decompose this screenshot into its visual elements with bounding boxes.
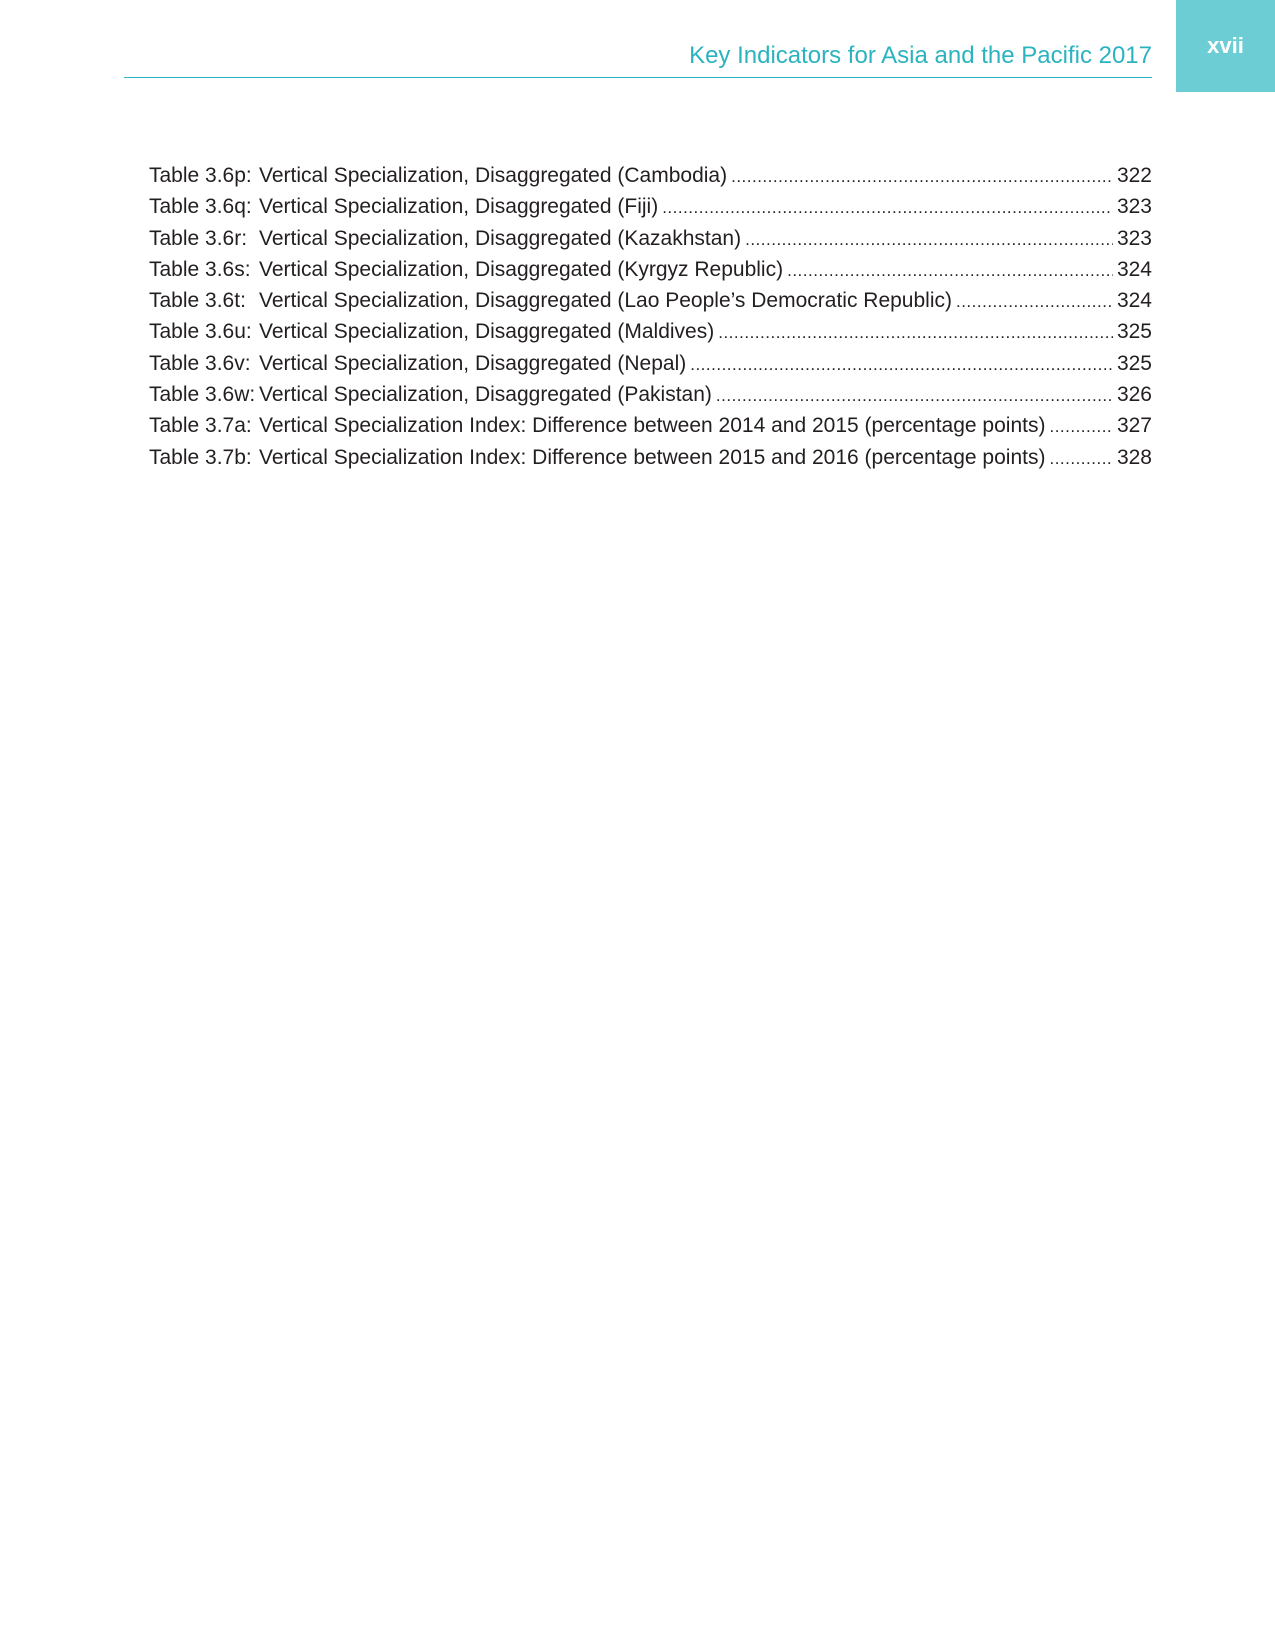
dot-leader [956,289,1113,313]
toc-entry-page: 326 [1116,383,1152,407]
toc-entry-page: 328 [1116,445,1152,469]
toc-entry-label: Table 3.6q: [149,195,252,219]
toc-entry[interactable] [149,352,1152,383]
toc-entry-page: 325 [1116,351,1152,375]
dot-leader [690,352,1113,376]
dot-leader [718,320,1113,344]
toc-entry[interactable] [149,227,1152,258]
toc-entry-label: Table 3.6s: [149,257,251,281]
toc-entry-label: Table 3.6w: [149,383,256,407]
dot-leader [1049,414,1113,438]
toc-entry-page: 322 [1116,164,1152,187]
toc-entry-page: 324 [1116,289,1152,313]
toc-entry-label: Table 3.6p: [149,164,252,187]
toc-entry-title: Vertical Specialization Index: Difference between 2015 and 2016 (percentage points) [259,445,1046,469]
toc-entry[interactable] [149,164,1152,195]
toc-entry-title: Vertical Specialization, Disaggregated (Maldives) [259,320,715,344]
toc-entry-label: Table 3.6t: [149,289,246,313]
toc-entry-page: 323 [1116,195,1152,219]
toc-entry[interactable] [149,383,1152,414]
toc-entry[interactable] [149,446,1152,477]
toc-entry-label: Table 3.7b: [149,445,252,469]
dot-leader [662,195,1113,219]
page-number: xvii [1207,33,1244,58]
toc-entry-title: Vertical Specialization, Disaggregated (Kazakhstan) [259,226,742,250]
dot-leader [745,227,1113,251]
toc-entry-label: Table 3.6r: [149,226,248,250]
toc-entry-label: Table 3.6v: [149,351,251,375]
toc-entry-title: Vertical Specialization Index: Difference between 2014 and 2015 (percentage points) [259,414,1046,438]
toc-entry[interactable] [149,289,1152,320]
toc-entry-title: Vertical Specialization, Disaggregated (Cambodia) [259,164,728,187]
dot-leader [1049,446,1113,470]
running-header-title: Key Indicators for Asia and the Pacific 2017 [689,42,1152,69]
toc-entry-title: Vertical Specialization, Disaggregated (Lao People’s Democratic Republic) [259,289,952,313]
dot-leader [716,383,1113,407]
toc-entry-page: 327 [1116,414,1152,438]
toc-entry[interactable] [149,195,1152,226]
toc-entry-page: 325 [1116,320,1152,344]
header-rule [124,77,1152,78]
toc-entry-page: 324 [1116,257,1152,281]
toc-entry[interactable] [149,414,1152,445]
toc-entry-title: Vertical Specialization, Disaggregated (Fiji) [259,195,659,219]
toc-entry-title: Vertical Specialization, Disaggregated (Nepal) [259,351,687,375]
toc-entry[interactable] [149,258,1152,289]
page-number-tab [1176,0,1275,92]
toc-entry-title: Vertical Specialization, Disaggregated (Pakistan) [259,383,712,407]
toc-entry[interactable] [149,320,1152,351]
dot-leader [731,164,1113,188]
dot-leader [787,258,1113,282]
table-of-contents [149,164,1152,477]
toc-entry-label: Table 3.7a: [149,414,252,438]
toc-entry-label: Table 3.6u: [149,320,252,344]
toc-entry-page: 323 [1116,226,1152,250]
toc-entry-title: Vertical Specialization, Disaggregated (Kyrgyz Republic) [259,257,784,281]
